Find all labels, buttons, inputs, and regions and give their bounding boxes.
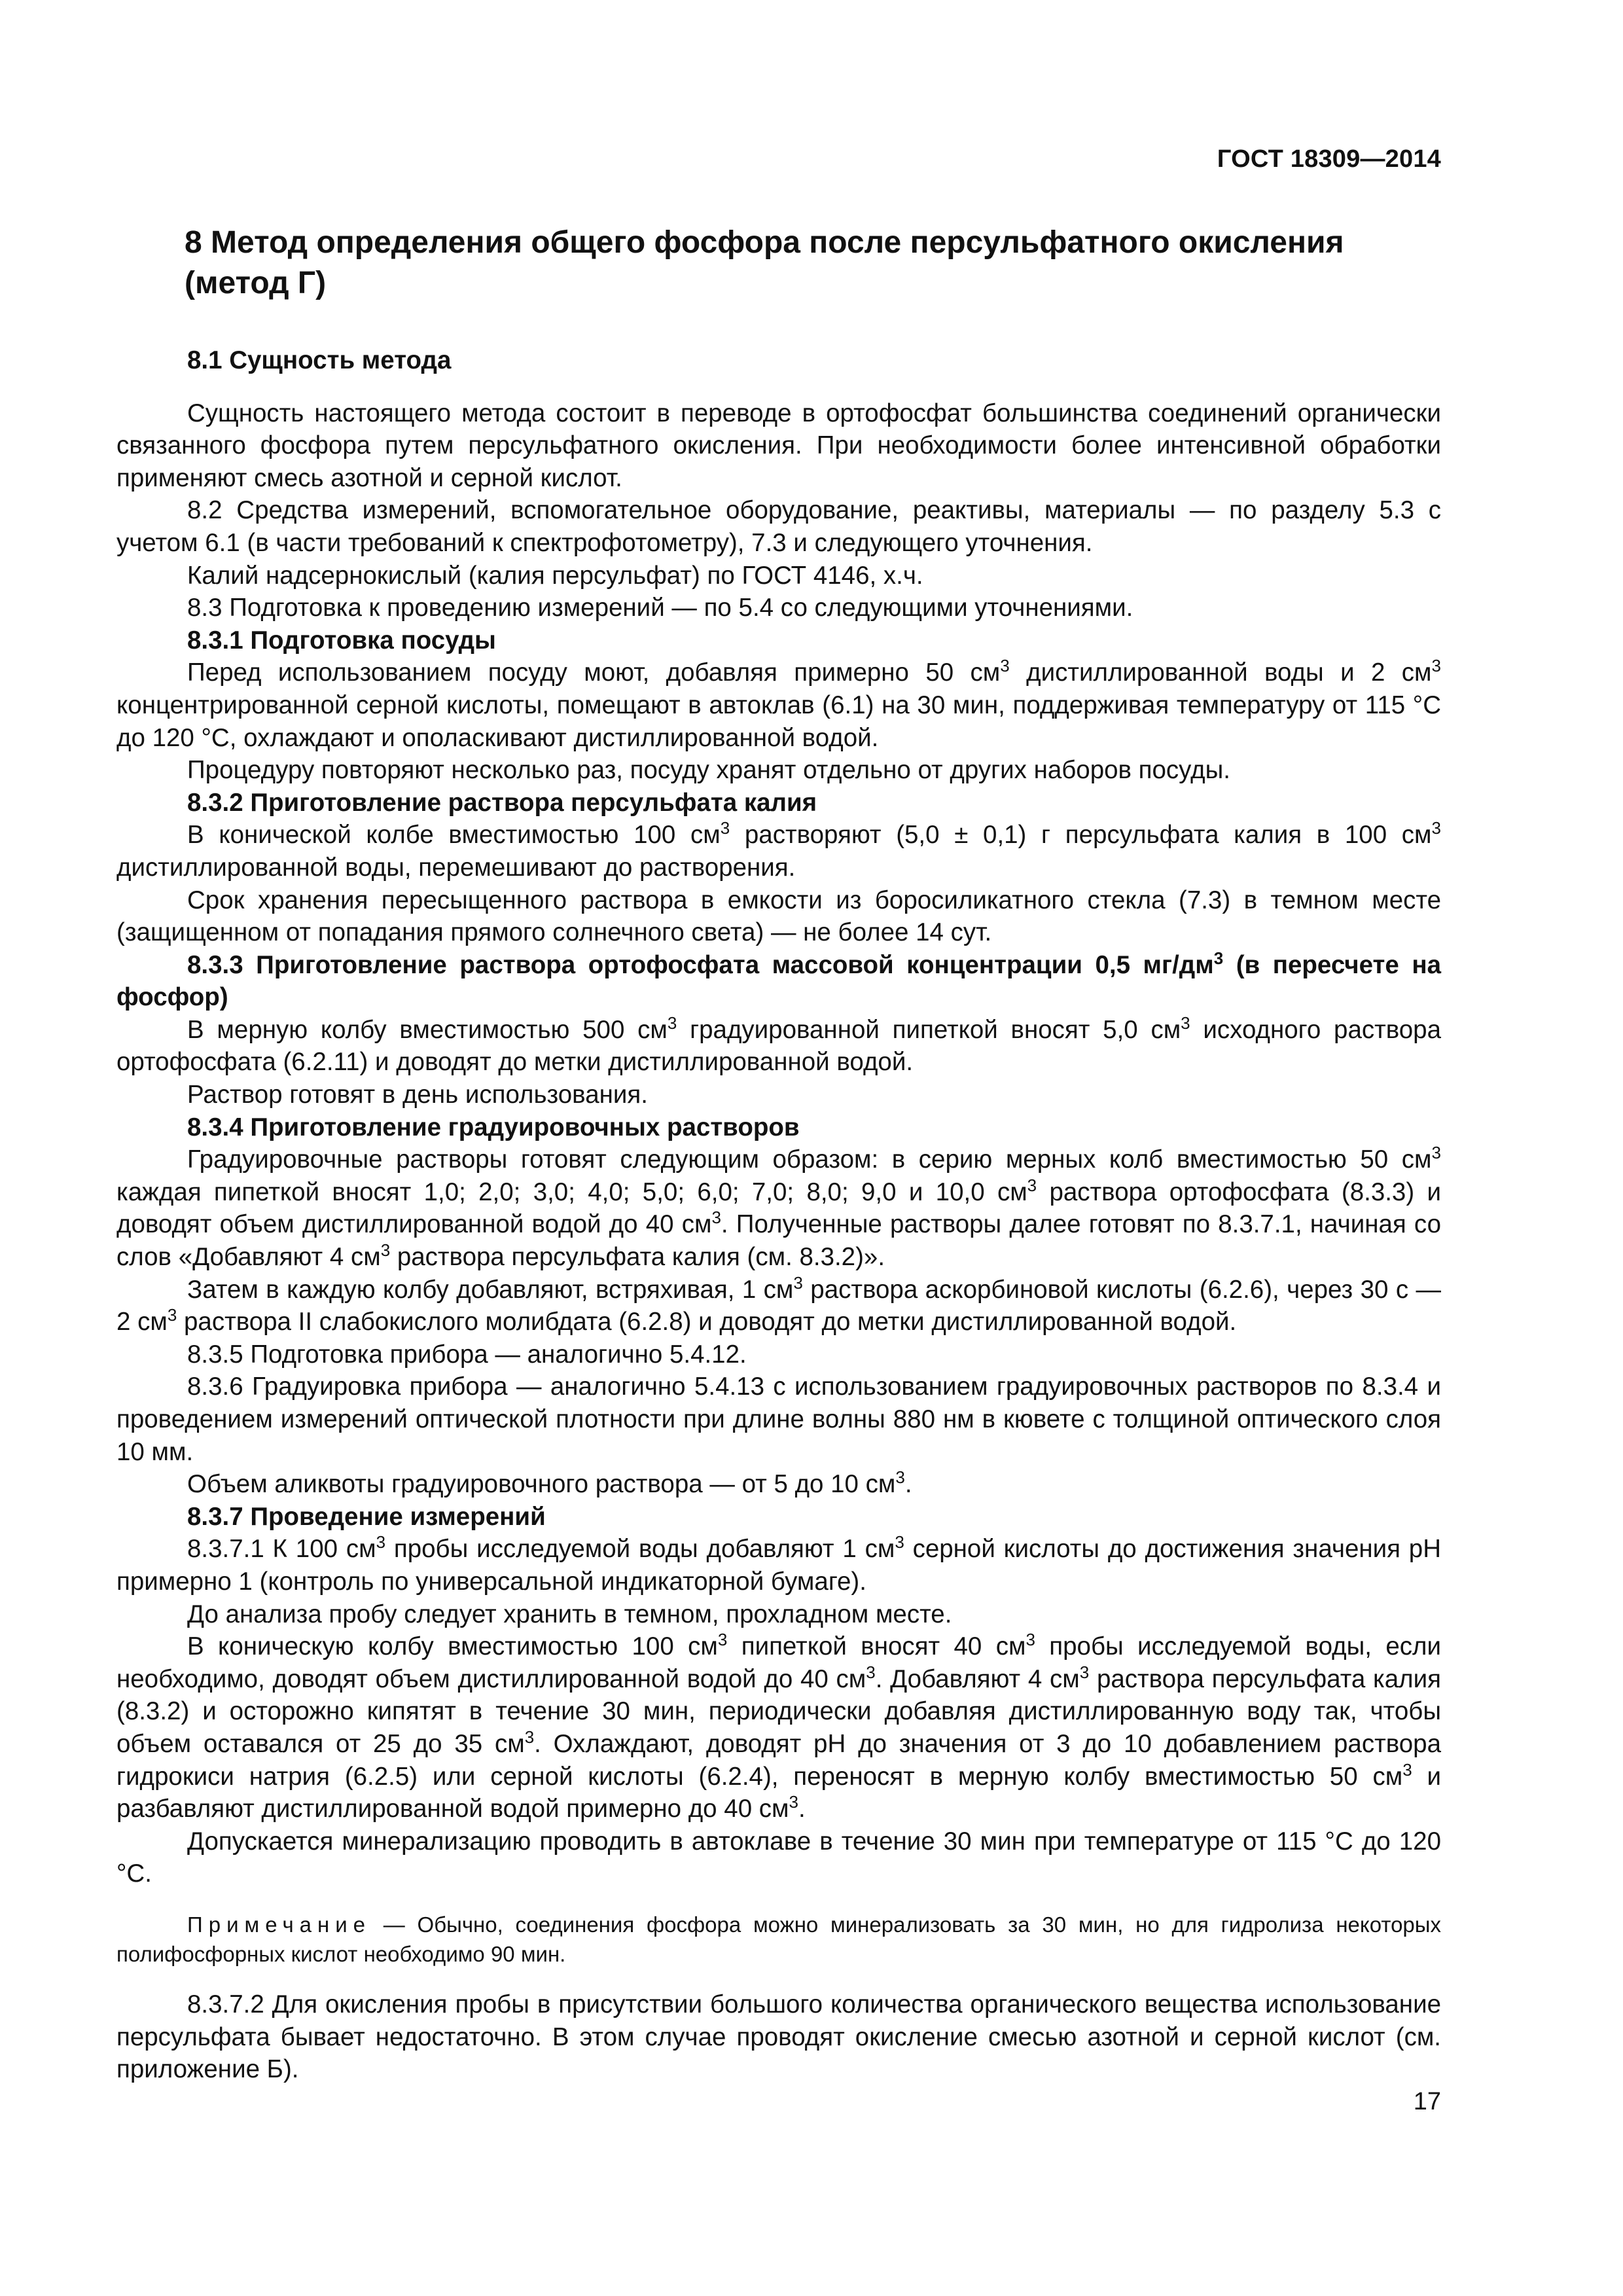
subsection-title: 8.1 Сущность метода xyxy=(187,346,452,374)
paragraph: Срок хранения пересыщенного раствора в емкости из боросиликатного стекла (7.3) в темном месте (защищенном от попадания прямого солнечного света) — не более 14 сут. xyxy=(116,886,1441,947)
note-text: — Обычно, соединения фосфора можно минерализовать за 30 мин, но для гидролиза некоторых полифосфорных кислот необходимо 90 мин. xyxy=(116,1912,1441,1966)
paragraph: 8.2 Средства измерений, вспомогательное оборудование, реактивы, материалы — по разделу 5.3 с учетом 6.1 (в части требований к спектрофотометру), 7.3 и следующего уточнения. xyxy=(116,496,1441,557)
paragraph: В конической колбе вместимостью 100 $см^3$ растворяют (5,0 ± 0,1) г персульфата калия в 100 $см^3$ дистиллированной воды, перемешивают до растворения. xyxy=(116,818,1441,882)
paragraph: 8.3 Подготовка к проведению измерений — по 5.4 со следующими уточнениями. xyxy=(187,594,1133,622)
paragraph: В мерную колбу вместимостью 500 $см^3$ градуированной пипеткой вносят 5,0 $см^3$ исходного раствора ортофосфата (6.2.11) и доводят до метки дистиллированной водой. xyxy=(116,1013,1442,1077)
paragraph: Допускается минерализацию проводить в автоклаве в течение 30 мин при температуре от 115 °С до 120 °С. xyxy=(116,1827,1441,1888)
document-body xyxy=(116,223,1441,2086)
paragraph: Калий надсернокислый (калия персульфат) по ГОСТ 4146, х.ч. xyxy=(187,561,923,590)
paragraph: 8.3.5 Подготовка прибора — аналогично 5.4.12. xyxy=(187,1340,747,1369)
paragraph: Раствор готовят в день использования. xyxy=(187,1081,648,1109)
section-title: 8 Метод определения общего фосфора после персульфатного окисления (метод Г) xyxy=(185,225,1344,300)
note xyxy=(116,1910,1441,1969)
paragraph: В коническую колбу вместимостью 100 $см^3$ пипеткой вносят 40 $см^3$ пробы исследуемой воды, если необходимо, доводят объем дистиллированной водой до 40 $см^3$. Добавляют 4 $см^3$ раствора персульфата калия (8.3.2) и осторожно кипятят в течение 30 мин, периодически добавляя дистиллированную воду так, чтобы объем оставался от 25 до 35 $см^3$. Охлаждают, доводят pH до значения от 3 до 10 добавлением раствора гидрокиси натрия (6.2.5) или серной кислоты (6.2.4), переносят в мерную колбу вместимостью 50 $см^3$ и разбавляют дистиллированной водой примерно до 40 $см^3$. xyxy=(116,1630,1441,1823)
paragraph: Объем аликвоты градуировочного раствора — от 5 до 10 $см^3$. xyxy=(187,1467,912,1499)
clause-heading: 8.3.3 Приготовление раствора ортофосфата массовой концентрации 0,5 $мг/дм^3$ (в пересчете на фосфор) xyxy=(116,948,1441,1012)
note-label: Примечание xyxy=(187,1912,372,1937)
clause-heading: 8.3.7 Проведение измерений xyxy=(187,1502,546,1531)
paragraph: Градуировочные растворы готовят следующим образом: в серию мерных колб вместимостью 50 $см^3$ каждая пипеткой вносят 1,0; 2,0; 3,0; 4,0; 5,0; 6,0; 7,0; 8,0; 9,0 и 10,0 $см^3$ раствора ортофосфата (8.3.3) и доводят объем дистиллированной водой до 40 $см^3$. Полученные растворы далее готовят по 8.3.7.1, начиная со слов «Добавляют 4 $см^3$ раствора персульфата калия (см. 8.3.2)». xyxy=(116,1143,1441,1272)
clause-heading: 8.3.2 Приготовление раствора персульфата калия xyxy=(187,788,817,817)
paragraph: Процедуру повторяют несколько раз, посуду хранят отдельно от других наборов посуды. xyxy=(187,756,1230,785)
paragraph: Затем в каждую колбу добавляют, встряхивая, 1 $см^3$ раствора аскорбиновой кислоты (6.2.6), через 30 с — 2 $см^3$ раствора II слабокислого молибдата (6.2.8) и доводят до метки дистиллированной водой. xyxy=(116,1272,1441,1336)
standard-header: ГОСТ 18309—2014 xyxy=(1217,145,1441,173)
paragraph: До анализа пробу следует хранить в темном, прохладном месте. xyxy=(187,1600,952,1628)
paragraph: 8.3.7.2 Для окисления пробы в присутствии большого количества органического вещества использование персульфата бывает недостаточно. В этом случае проводят окисление смесью азотной и серной кислот (см. приложение Б). xyxy=(116,1990,1441,2084)
clause-heading: 8.3.1 Подготовка посуды xyxy=(187,626,496,655)
clause-heading: 8.3.4 Приготовление градуировочных растворов xyxy=(187,1113,800,1141)
paragraph: 8.3.7.1 К 100 $см^3$ пробы исследуемой воды добавляют 1 $см^3$ серной кислоты до достижения значения pH примерно 1 (контроль по универсальной индикаторной бумаге). xyxy=(116,1532,1441,1596)
paragraph: Перед использованием посуду моют, добавляя примерно 50 $см^3$ дистиллированной воды и 2 $см^3$ концентрированной серной кислоты, помещают в автоклав (6.1) на 30 мин, поддерживая температуру от 115 °С до 120 °С, охлаждают и ополаскивают дистиллированной водой. xyxy=(116,656,1441,752)
page-number: 17 xyxy=(1413,2088,1441,2115)
paragraph: Сущность настоящего метода состоит в переводе в ортофосфат большинства соединений органически связанного фосфора путем персульфатного окисления. При необходимости более интенсивной обработки применяют смесь азотной и серной кислот. xyxy=(116,399,1441,492)
paragraph: 8.3.6 Градуировка прибора — аналогично 5.4.13 с использованием градуировочных растворов по 8.3.4 и проведением измерений оптической плотности при длине волны 880 нм в кювете с толщиной оптического слоя 10 мм. xyxy=(116,1372,1441,1466)
